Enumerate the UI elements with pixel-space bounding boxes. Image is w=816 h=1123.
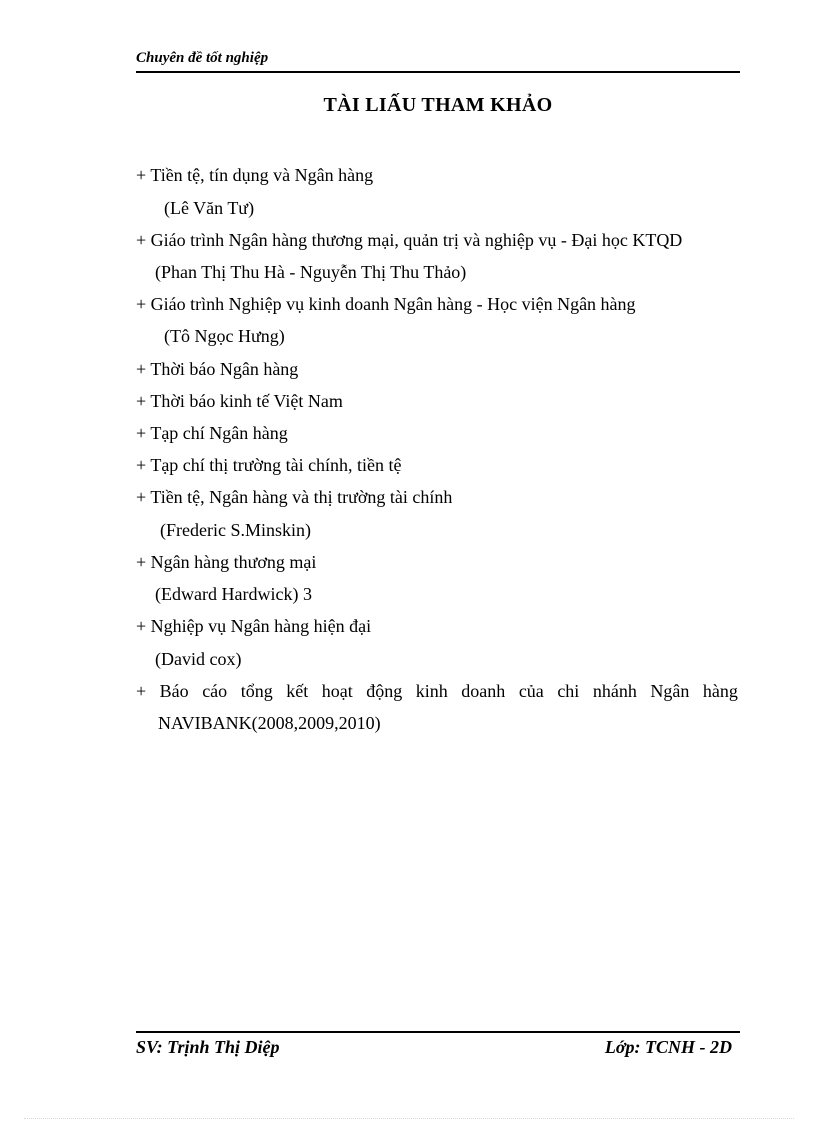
- reference-11-word: hoạt: [321, 681, 353, 701]
- reference-11-word: động: [366, 681, 403, 701]
- reference-7-title: + Tạp chí thị trường tài chính, tiền tệ: [136, 455, 402, 475]
- reference-6-title: + Tạp chí Ngân hàng: [136, 423, 288, 443]
- reference-11-word: kết: [286, 681, 309, 701]
- page-title: TÀI LIẤU THAM KHẢO: [323, 94, 553, 116]
- reference-1-title: + Tiền tệ, tín dụng và Ngân hàng: [136, 165, 374, 185]
- header-rule: [136, 71, 740, 73]
- reference-4-title: + Thời báo Ngân hàng: [136, 359, 299, 379]
- reference-11-bullet: +: [136, 681, 147, 701]
- footer-class: Lớp: TCNH - 2D: [604, 1037, 732, 1057]
- page-edge-divider: [24, 1118, 794, 1119]
- reference-3-author: (Tô Ngọc Hưng): [164, 326, 285, 346]
- reference-11-continuation: NAVIBANK(2008,2009,2010): [158, 713, 381, 733]
- reference-11-word: chi: [557, 681, 580, 701]
- reference-11-word: Báo: [159, 681, 189, 701]
- reference-11-word: của: [518, 681, 544, 701]
- reference-11-word: hàng: [702, 681, 738, 701]
- reference-11-word: doanh: [461, 681, 506, 701]
- reference-11-word: cáo: [202, 681, 228, 701]
- reference-10-title: + Nghiệp vụ Ngân hàng hiện đại: [136, 616, 372, 636]
- reference-11-word: Ngân: [650, 681, 690, 701]
- running-header: Chuyên đề tốt nghiệp: [136, 50, 269, 66]
- reference-11-word: tổng: [240, 681, 273, 701]
- reference-11-word: nhánh: [592, 681, 637, 701]
- footer-student: SV: Trịnh Thị Diệp: [136, 1037, 280, 1057]
- footer-rule: [136, 1031, 740, 1033]
- reference-8-author: (Frederic S.Minskin): [160, 520, 311, 540]
- reference-10-author: (David cox): [155, 649, 242, 669]
- reference-11-title: [136, 676, 738, 706]
- reference-3-title: + Giáo trình Nghiệp vụ kinh doanh Ngân hàng - Học viện Ngân hàng: [136, 294, 636, 314]
- reference-2-title: + Giáo trình Ngân hàng thương mại, quản trị và nghiệp vụ - Đại học KTQD: [136, 230, 683, 250]
- reference-2-author: (Phan Thị Thu Hà - Nguyễn Thị Thu Thảo): [155, 262, 467, 282]
- reference-8-title: + Tiền tệ, Ngân hàng và thị trường tài chính: [136, 487, 453, 507]
- reference-9-title: + Ngân hàng thương mại: [136, 552, 317, 572]
- reference-11-word: kinh: [415, 681, 448, 701]
- reference-1-author: (Lê Văn Tư): [164, 198, 255, 218]
- reference-9-author: (Edward Hardwick) 3: [155, 584, 312, 604]
- reference-5-title: + Thời báo kinh tế Việt Nam: [136, 391, 343, 411]
